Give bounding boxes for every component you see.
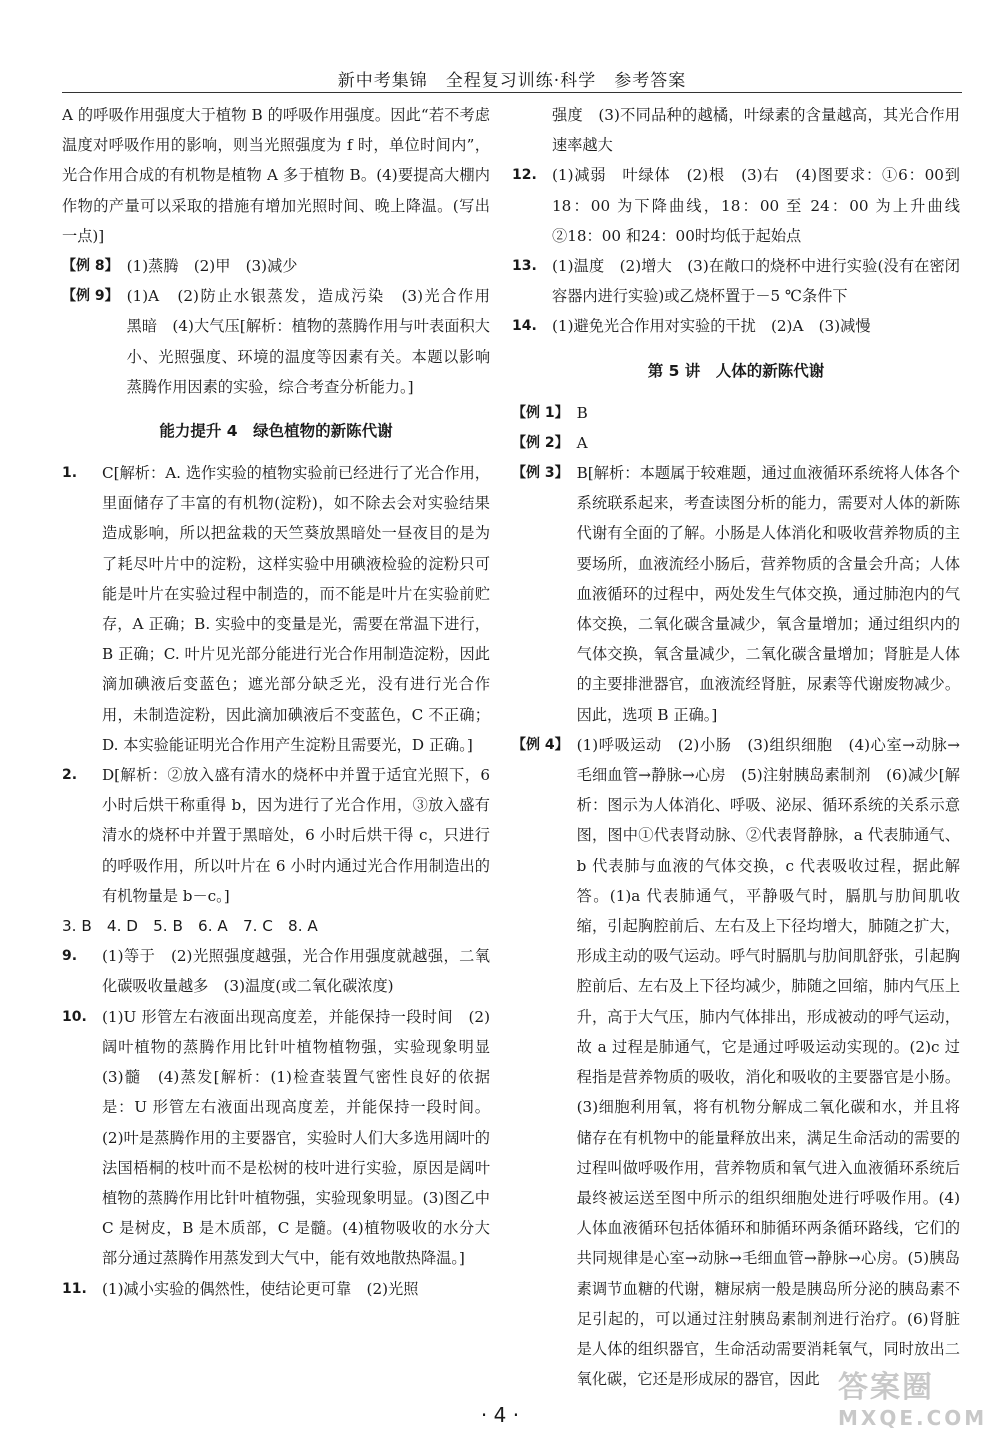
example-3 bbox=[512, 458, 960, 730]
item-number: 2. bbox=[62, 767, 78, 784]
right-column bbox=[512, 100, 976, 1394]
item-text: D[解析：②放入盛有清水的烧杯中并置于适宜光照下，6 小时后烘干称重得 b，因为进行了光合作用，③放入盛有清水的烧杯中并置于黑暗处，6 小时后烘干得 c，只进行的呼吸作用，所以叶片在 6 小时内通过光合作用制造出的有机物量是 b－c。] bbox=[102, 766, 490, 905]
item-text: (1)温度 (2)增大 (3)在敞口的烧杯中进行实验(没有在密闭容器内进行实验)或乙烧杯置于－5 ℃条件下 bbox=[552, 257, 960, 306]
example-8 bbox=[62, 251, 490, 281]
section-title: 第 5 讲 人体的新陈代谢 bbox=[647, 361, 825, 380]
watermark-logo bbox=[838, 1370, 988, 1440]
answer-12 bbox=[512, 160, 976, 251]
example-2 bbox=[512, 428, 960, 458]
answer-14 bbox=[512, 311, 960, 341]
item-text: (1)减小实验的偶然性，使结论更可靠 (2)光照 bbox=[102, 1279, 419, 1298]
answer-11 bbox=[62, 1274, 490, 1304]
example-answer: (1)呼吸运动 (2)小肠 (3)组织细胞 (4)心室→动脉→毛细血管→静脉→心房 (5)注射胰岛素制剂 (6)减少[解析：图示为人体消化、呼吸、泌尿、循环系统的关系示意图，图中①代表肾动脉、②代表肾静脉，a 代表肺通气、b 代表肺与血液的气体交换，c 代表吸收过程，据此解答。(1)a 代表肺通气，平静吸气时，膈肌与肋间肌收缩，引起胸腔前后、左右及上下径均增大，肺随之扩大，形成主动的吸气运动。呼气时膈肌与肋间肌舒张，引起胸腔前后、左右及上下径均减少，肺随之回缩，肺内气压上升，高于大气压，肺内气体排出，形成被动的呼气运动，故 a 过程是肺通气，它是通过呼吸运动实现的。(2)c 过程指是营养物质的吸收，消化和吸收的主要器官是小肠。(3)细胞利用氧，将有机物分解成二氧化碳和水，并且将储存在有机物中的能量释放出来，满足生命活动的需要的过程叫做呼吸作用，营养物质和氧气进入血液循环系统后最终被运送至图中所示的组织细胞处进行呼吸作用。(4)人体血液循环包括体循环和肺循环两条循环路线，它们的共同规律是心室→动脉→毛细血管→静脉→心房。(5)胰岛素调节血糖的代谢，糖尿病一般是胰岛所分泌的胰岛素不足引起的，可以通过注射胰岛素制剂进行治疗。(6)肾脏是人体的组织器官，生命活动需要消耗氧气，同时放出二氧化碳，它还是形成尿的器官，因此 bbox=[576, 735, 960, 1389]
item-number: 12. bbox=[512, 167, 537, 184]
answers-3-to-8: 3. B 4. D 5. B 6. A 7. C 8. A bbox=[62, 917, 318, 936]
example-1 bbox=[512, 398, 960, 428]
item-number: 13. bbox=[512, 258, 537, 275]
watermark-url: MXQE.COM bbox=[838, 1406, 988, 1430]
item-number: 9. bbox=[62, 948, 78, 965]
example-tag: 【例 9】 bbox=[62, 288, 119, 305]
example-answer: (1)A (2)防止水银蒸发，造成污染 (3)光合作用 黑暗 (4)大气压[解析：植物的蒸腾作用与叶表面积大小、光照强度、环境的温度等因素有关。本题以影响蒸腾作用因素的实验，综合考查分析能力。] bbox=[126, 287, 506, 396]
example-tag: 【例 8】 bbox=[62, 258, 119, 275]
example-answer: B[解析：本题属于较难题，通过血液循环系统将人体各个系统联系起来，考查读图分析的能力，需要对人体的新陈代谢有全面的了解。小肠是人体消化和吸收营养物质的主要场所，血液流经小肠后，营养物质的含量会升高；人体血液循环的过程中，两处发生气体交换，通过肺泡内的气体交换，二氧化碳含量减少，氧含量增加；通过组织内的气体交换，氧含量减少，二氧化碳含量增加；肾脏是人体的主要排泄器官，血液流经肾脏，尿素等代谢废物减少。因此，选项 B 正确。] bbox=[576, 464, 960, 724]
section-title: 能力提升 4 绿色植物的新陈代谢 bbox=[159, 422, 393, 441]
item-text: (1)U 形管左右液面出现高度差，并能保持一段时间 (2)阔叶植物的蒸腾作用比针叶植物植物强，实验现象明显 (3)髓 (4)蒸发[解析：(1)检查装置气密性良好的依据是：U 形管左右液面出现高度差，并能保持一段时间。(2)叶是蒸腾作用的主要器官，实验时人们大多选用阔叶的法国梧桐的枝叶而不是松树的枝叶进行实验，原因是阔叶植物的蒸腾作用比针叶植物强，实验现象明显。(3)图乙中 C 是树皮，B 是木质部，C 是髓。(4)植物吸收的水分大部分通过蒸腾作用蒸发到大气中，能有效地散热降温。] bbox=[102, 1007, 506, 1268]
item-number: 1. bbox=[62, 465, 78, 482]
example-4 bbox=[512, 730, 960, 1394]
example-tag: 【例 4】 bbox=[512, 736, 569, 753]
answer-13 bbox=[512, 251, 960, 311]
answer-2 bbox=[62, 760, 490, 911]
header-rule bbox=[62, 92, 962, 93]
answer-10 bbox=[62, 1002, 506, 1274]
example-tag: 【例 1】 bbox=[512, 404, 569, 421]
left-column bbox=[62, 100, 506, 1304]
watermark-text: 答案圈 bbox=[838, 1370, 934, 1405]
example-answer: B bbox=[576, 403, 588, 422]
example-9 bbox=[62, 281, 506, 402]
item-number: 10. bbox=[62, 1008, 87, 1025]
item-text: (1)等于 (2)光照强度越强，光合作用强度就越强，二氧化碳吸收量越多 (3)温度(或二氧化碳浓度) bbox=[102, 947, 490, 996]
example-tag: 【例 2】 bbox=[512, 434, 569, 451]
example-tag: 【例 3】 bbox=[512, 465, 569, 482]
continued-paragraph: A 的呼吸作用强度大于植物 B 的呼吸作用强度。因此“若不考虑温度对呼吸作用的影响，则当光照强度为 f 时，单位时间内”，光合作用合成的有机物是植物 A 多于植物 B。(4)要提高大棚内作物的产量可以采取的措施有增加光照时间、晚上降温。(写出一点)] bbox=[62, 106, 490, 245]
example-answer: A bbox=[576, 433, 588, 452]
item-number: 11. bbox=[62, 1280, 87, 1297]
item-text: C[解析：A. 选作实验的植物实验前已经进行了光合作用，里面储存了丰富的有机物(淀粉)，如不除去会对实验结果造成影响，所以把盆栽的天竺葵放黑暗处一昼夜目的是为了耗尽叶片中的淀粉，这样实验中用碘液检验的淀粉只可能是叶片在实验过程中制造的，而不能是叶片在实验前贮存，A 正确；B. 实验中的变量是光，需要在常温下进行，B 正确；C. 叶片见光部分能进行光合作用制造淀粉，因此滴加碘液后变蓝色；遮光部分缺乏光，没有进行光合作用，未制造淀粉，因此滴加碘液后不变蓝色，C 不正确；D. 本实验能证明光合作用产生淀粉且需要光，D 正确。] bbox=[102, 464, 490, 754]
continued-paragraph: 强度 (3)不同品种的越橘，叶绿素的含量越高，其光合作用速率越大 bbox=[552, 106, 960, 155]
item-text: (1)避免光合作用对实验的干扰 (2)A (3)减慢 bbox=[552, 317, 871, 336]
item-text: (1)减弱 叶绿体 (2)根 (3)右 (4)图要求：①6：00到 18：00 为下降曲线，18：00 至 24：00 为上升曲线 ②18：00 和24：00时均低于起始点 bbox=[552, 166, 976, 245]
running-header: 新中考集锦 全程复习训练·科学 参考答案 bbox=[337, 71, 687, 91]
answer-1 bbox=[62, 458, 490, 760]
page-number: · 4 · bbox=[480, 1403, 520, 1427]
answer-9 bbox=[62, 941, 490, 1001]
example-answer: (1)蒸腾 (2)甲 (3)减少 bbox=[126, 257, 298, 276]
item-number: 14. bbox=[512, 318, 537, 335]
